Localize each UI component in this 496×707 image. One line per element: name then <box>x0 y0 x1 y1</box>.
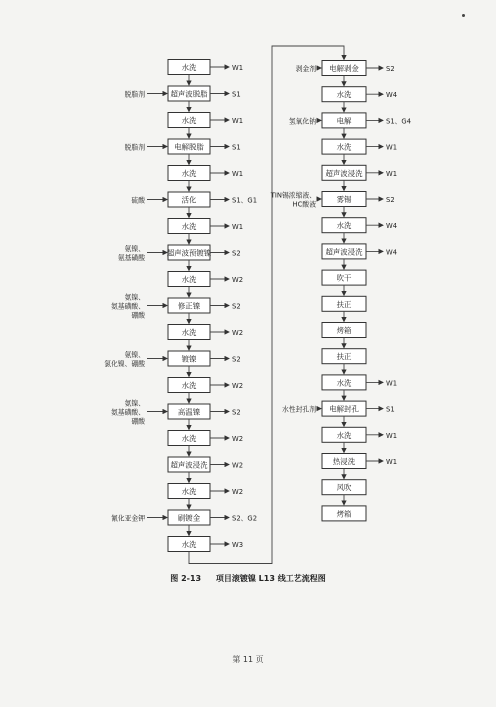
process-step-label: 超声波浸洗 <box>170 460 208 470</box>
connector-line <box>189 46 344 564</box>
right-process-column <box>270 61 411 521</box>
output-label: W1 <box>386 143 398 152</box>
output-label: W2 <box>232 329 244 337</box>
input-label: TIN锡浓缩液、 HC酸液 <box>270 191 316 209</box>
output-label: W4 <box>386 91 398 100</box>
output-label: W3 <box>232 541 244 549</box>
output-label: W1 <box>386 431 398 440</box>
output-label: S2 <box>232 249 241 258</box>
output-label: W4 <box>386 248 398 257</box>
output-label: W2 <box>232 488 244 496</box>
caption-label: 图 2-13 <box>170 574 202 583</box>
process-step-label: 吹干 <box>336 273 352 283</box>
left-process-column <box>104 60 257 552</box>
process-step-label: 电解封孔 <box>329 404 359 414</box>
output-label: S1、G4 <box>386 117 412 126</box>
input-label: 脱脂剂 <box>124 143 145 152</box>
output-label: W1 <box>386 379 398 388</box>
process-step-label: 扶正 <box>336 299 352 309</box>
process-step-label: 水洗 <box>181 169 197 178</box>
process-step-label: 电解剥金 <box>329 64 359 73</box>
output-label: S2 <box>232 302 241 311</box>
output-label: S1 <box>232 90 241 99</box>
output-label: W2 <box>232 276 244 284</box>
figure-caption <box>170 573 325 583</box>
output-label: W1 <box>232 117 244 125</box>
input-label: 氢氧化钠 <box>288 117 316 126</box>
output-label: S2、G2 <box>232 514 258 523</box>
process-step-label: 水洗 <box>336 221 352 231</box>
output-label: W4 <box>386 222 398 231</box>
process-step-label: 烤箱 <box>336 509 352 519</box>
output-label: W1 <box>232 64 244 72</box>
process-step-label: 镀镍 <box>181 354 197 364</box>
process-step-label: 电解脱脂 <box>174 142 204 152</box>
process-step-label: 扶正 <box>336 352 352 362</box>
input-label: 氨镍、氨基磺酸、硼酸 <box>111 293 145 320</box>
process-step-label: 水洗 <box>336 430 352 440</box>
process-step-label: 水洗 <box>181 275 197 284</box>
output-label: S1 <box>386 405 395 414</box>
output-label: W2 <box>232 382 244 390</box>
output-label: S2 <box>386 196 395 204</box>
input-label: 脱脂剂 <box>124 90 145 99</box>
process-step-label: 水洗 <box>181 381 197 390</box>
process-step-label: 修正镍 <box>177 301 201 311</box>
process-step-label: 水洗 <box>181 63 197 72</box>
output-label: W1 <box>386 169 398 178</box>
input-label: 水性封孔剂 <box>282 405 316 414</box>
output-label: S2 <box>232 355 241 364</box>
process-step-label: 超声波浸洗 <box>325 247 363 257</box>
output-label: S1、G1 <box>232 196 258 205</box>
process-step-label: 水洗 <box>336 378 352 388</box>
process-step-label: 活化 <box>181 195 197 205</box>
input-label: 剥金剂 <box>295 65 316 73</box>
output-label: S1 <box>232 143 241 152</box>
output-label: W1 <box>232 170 244 178</box>
input-label: 氨镍、氨基磺酸、硼酸 <box>111 399 145 426</box>
process-step-label: 水洗 <box>181 328 197 337</box>
process-step-label: 水洗 <box>181 540 197 549</box>
process-step-label: 超声波预镀镍 <box>166 248 212 258</box>
process-step-label: 烤箱 <box>336 326 352 335</box>
output-label: W2 <box>232 435 244 443</box>
process-step-label: 超声波脱脂 <box>170 89 208 99</box>
input-label: 氰化亚金钾 <box>111 514 145 523</box>
output-label: W1 <box>386 458 398 466</box>
process-step-label: 水洗 <box>181 116 197 125</box>
process-step-label: 风吹 <box>336 483 352 493</box>
column-connector <box>189 46 344 564</box>
page-number: 第 11 页 <box>232 655 264 664</box>
input-label: 氨镍、氯化镍、硼酸 <box>104 351 145 368</box>
process-step-label: 水洗 <box>336 142 352 152</box>
process-step-label: 水洗 <box>336 90 352 100</box>
svg-text:图 2-13 项目滚镀镍 L13 线工艺流程图 <box>170 573 325 583</box>
process-step-label: 电解 <box>336 116 352 126</box>
output-label: W1 <box>232 223 244 231</box>
output-label: S2 <box>386 65 395 73</box>
caption-text: 项目滚镀镍 L13 线工艺流程图 <box>215 574 326 583</box>
process-step-label: 刷镀金 <box>177 513 201 523</box>
process-step-label: 高温镍 <box>177 407 201 417</box>
input-label: 氨镍、氨基磺酸 <box>117 245 145 262</box>
process-step-label: 热浸洗 <box>332 457 356 466</box>
process-step-label: 雾锡 <box>336 195 352 204</box>
process-step-label: 超声波浸洗 <box>325 168 363 178</box>
process-step-label: 水洗 <box>181 222 197 231</box>
process-step-label: 水洗 <box>181 434 197 443</box>
input-label: 硫酸 <box>131 196 145 205</box>
output-label: S2 <box>232 408 241 417</box>
output-label: W2 <box>232 461 244 470</box>
process-step-label: 水洗 <box>181 487 197 496</box>
